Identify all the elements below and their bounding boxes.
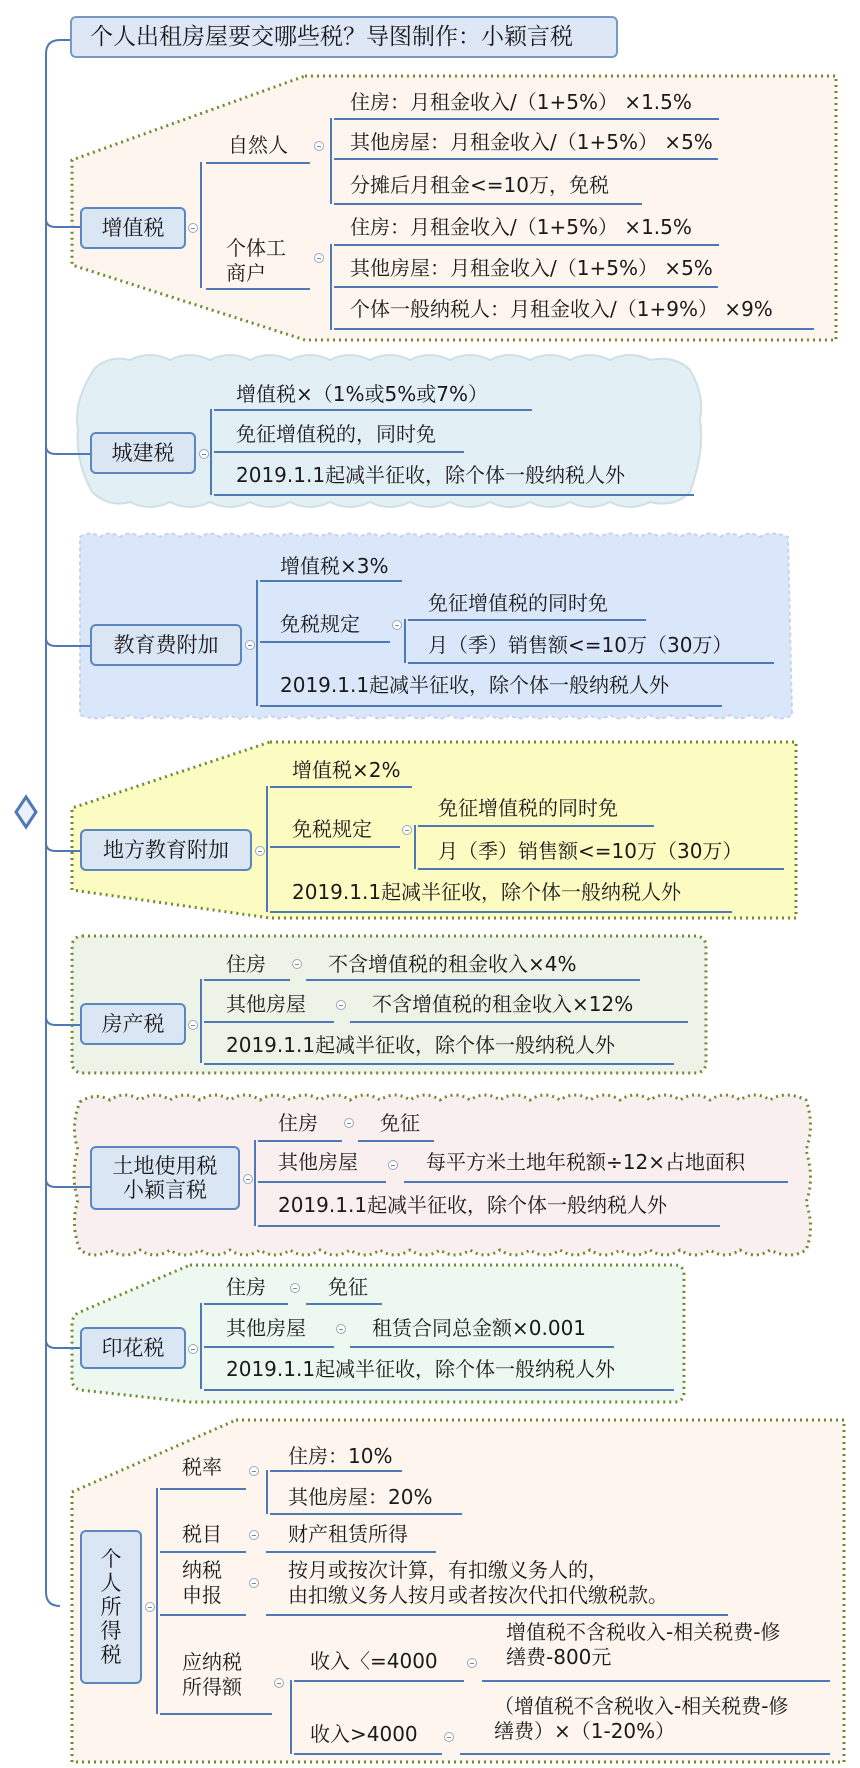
collapse-icon[interactable] [290,1283,300,1293]
urban-item: 2019.1.1起减半征收，除个体一般纳税人外 [236,463,626,487]
collapse-icon[interactable] [188,1020,198,1030]
edu-exempt-label: 免税规定 [280,612,360,636]
pit-rate-item: 其他房屋：20% [288,1485,433,1509]
collapse-icon[interactable] [145,1602,155,1612]
pit-high-value: （增值税不含税收入-相关税费-修 缮费）×（1-20%） [494,1694,789,1743]
edu-rate: 增值税×3% [280,554,389,578]
vat-natural-person: 自然人 [228,133,288,157]
urban-node[interactable]: 城建税 [90,432,196,474]
property-housing-value: 不含增值税的租金收入×4% [328,952,577,976]
vat-node[interactable]: 增值税 [80,207,186,249]
property-other-label: 其他房屋 [226,992,306,1016]
pit-node[interactable]: 个 人 所 得 税 [80,1530,142,1684]
collapse-icon[interactable] [199,449,209,459]
urban-item: 增值税×（1%或5%或7%） [236,382,488,406]
pit-taxable-label: 应纳税 所得额 [182,1650,242,1699]
stamp-housing-label: 住房 [226,1275,266,1299]
local-edu-rate: 增值税×2% [292,758,401,782]
property-node[interactable]: 房产税 [80,1003,186,1045]
land-other-value: 每平方米土地年税额÷12×占地面积 [426,1150,745,1174]
urban-item: 免征增值税的，同时免 [236,422,436,446]
stamp-housing-value: 免征 [328,1275,368,1299]
pit-high-label: 收入>4000 [310,1722,418,1746]
pit-filing-value: 按月或按次计算，有扣缴义务人的， 由扣缴义务人按月或者按次代扣代缴税款。 [288,1558,668,1607]
land-housing-value: 免征 [380,1111,420,1135]
collapse-icon[interactable] [249,1578,259,1588]
collapse-icon[interactable] [467,1658,477,1668]
stamp-half: 2019.1.1起减半征收，除个体一般纳税人外 [226,1357,616,1381]
collapse-icon[interactable] [344,1118,354,1128]
collapse-icon[interactable] [245,640,255,650]
collapse-icon[interactable] [249,1466,259,1476]
collapse-icon[interactable] [249,1530,259,1540]
vat-biz-item: 住房：月租金收入/（1+5%） ×1.5% [350,215,692,239]
stamp-other-label: 其他房屋 [226,1316,306,1340]
vat-business-label: 个体工 商户 [226,236,286,285]
stamp-node[interactable]: 印花税 [80,1327,186,1369]
pit-low-value: 增值税不含税收入-相关税费-修 缮费-800元 [506,1620,781,1669]
collapse-icon[interactable] [314,141,324,151]
vat-np-item: 住房：月租金收入/（1+5%） ×1.5% [350,90,692,114]
pit-rate-label: 税率 [182,1455,222,1479]
property-half: 2019.1.1起减半征收，除个体一般纳税人外 [226,1033,616,1057]
vat-biz-item: 其他房屋：月租金收入/（1+5%） ×5% [350,256,713,280]
collapse-icon[interactable] [255,846,265,856]
collapse-icon[interactable] [274,1678,284,1688]
edu-exempt-item: 免征增值税的同时免 [428,591,608,615]
collapse-icon[interactable] [243,1174,253,1184]
land-node[interactable]: 土地使用税 小颖言税 [90,1146,240,1210]
collapse-icon[interactable] [444,1732,454,1742]
edu-exempt-item: 月（季）销售额<=10万（30万） [428,633,733,657]
collapse-icon[interactable] [392,620,402,630]
pit-item-label: 税目 [182,1522,222,1546]
collapse-icon[interactable] [188,223,198,233]
spine-line [46,40,60,1606]
stamp-other-value: 租赁合同总金额×0.001 [372,1316,587,1340]
vat-np-item: 分摊后月租金<=10万，免税 [350,173,609,197]
property-housing-label: 住房 [226,952,266,976]
collapse-icon[interactable] [336,1324,346,1334]
land-housing-label: 住房 [278,1111,318,1135]
pit-low-label: 收入〈=4000 [310,1649,438,1673]
vat-np-item: 其他房屋：月租金收入/（1+5%） ×5% [350,130,713,154]
collapse-icon[interactable] [402,825,412,835]
pit-filing-label: 纳税 申报 [182,1558,222,1607]
spine-diamond-icon [16,797,36,827]
collapse-icon[interactable] [314,253,324,263]
pit-item-value: 财产租赁所得 [288,1522,408,1546]
land-half: 2019.1.1起减半征收，除个体一般纳税人外 [278,1193,668,1217]
vat-biz-item: 个体一般纳税人：月租金收入/（1+9%） ×9% [350,297,773,321]
pit-rate-item: 住房：10% [288,1444,393,1468]
collapse-icon[interactable] [188,1344,198,1354]
collapse-icon[interactable] [388,1160,398,1170]
local-edu-node[interactable]: 地方教育附加 [80,829,252,871]
collapse-icon[interactable] [292,959,302,969]
local-edu-exempt-item: 月（季）销售额<=10万（30万） [438,839,743,863]
land-other-label: 其他房屋 [278,1150,358,1174]
edu-node[interactable]: 教育费附加 [90,624,242,666]
edu-half: 2019.1.1起减半征收，除个体一般纳税人外 [280,673,670,697]
local-edu-half: 2019.1.1起减半征收，除个体一般纳税人外 [292,880,682,904]
map-title: 个人出租房屋要交哪些税？导图制作：小颖言税 [70,16,618,58]
property-other-value: 不含增值税的租金收入×12% [372,992,634,1016]
local-edu-exempt-label: 免税规定 [292,817,372,841]
local-edu-exempt-item: 免征增值税的同时免 [438,796,618,820]
collapse-icon[interactable] [336,1000,346,1010]
